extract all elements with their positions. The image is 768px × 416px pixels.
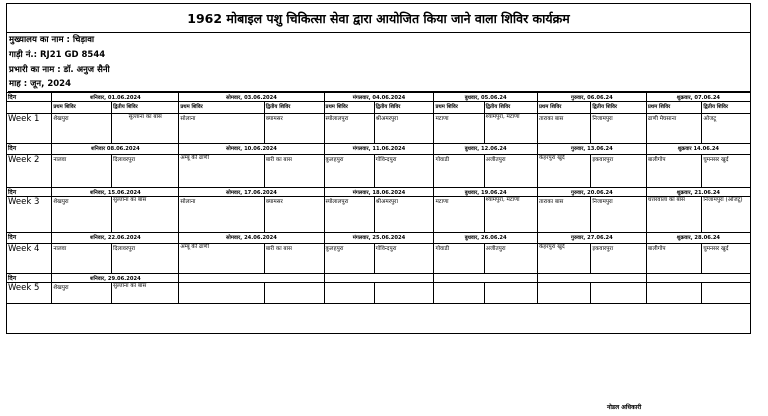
second-camp-header: द्वितीय शिविर xyxy=(484,102,537,114)
week-label: Week 1 xyxy=(7,114,52,144)
empty-camp-cell xyxy=(646,283,702,304)
day-date-header: शुक्रवार, 21.06.24 xyxy=(646,188,750,197)
day-date-header: शुक्रवार 14.06.24 xyxy=(646,144,750,155)
second-camp-header: द्वितीय शिविर xyxy=(112,102,179,114)
vehicle-number: गाड़ी नं.: RJ21 GD 8544 xyxy=(9,50,106,60)
day-date-header: शुक्रवार, 28.06.24 xyxy=(646,233,750,244)
day-date-header: बुधवार, 12.06.24 xyxy=(434,144,538,155)
empty-camp-cell xyxy=(434,283,484,304)
first-camp-header: प्रथम शिविर xyxy=(179,102,264,114)
week-row xyxy=(7,244,750,274)
first-camp-header: प्रथम शिविर xyxy=(434,102,484,114)
day-date-header: मंगलवार, 11.06.2024 xyxy=(324,144,434,155)
camp-location: सुल्ताना का बास xyxy=(112,283,179,304)
week-label: Week 4 xyxy=(7,244,52,274)
day-date-header: बुधवार, 05.06.24 xyxy=(434,93,538,102)
week-row xyxy=(7,114,750,144)
empty-day-header xyxy=(179,274,324,283)
camp-location: ताराका बास xyxy=(537,114,590,144)
camp-location: नालवा xyxy=(52,155,112,188)
day-date-header: गुरुवार, 20.06.24 xyxy=(537,188,646,197)
camp-location: घुमनसर खुर्द xyxy=(702,244,750,274)
empty-camp-cell xyxy=(702,283,750,304)
camp-location: घुमनसर खुर्द xyxy=(702,155,750,188)
camp-location: बालीगोप xyxy=(646,155,702,188)
signature-nodal-officer: नोडल अधिकारी xyxy=(607,404,642,411)
camp-location: दिलावरपुरा xyxy=(112,155,179,188)
camp-location: श्रीअमरपुरा xyxy=(374,197,434,233)
camp-location: श्रीअमरपुरा xyxy=(374,114,434,144)
camp-location: धत्तरवाला का बास xyxy=(646,197,702,233)
empty-camp-cell xyxy=(591,283,647,304)
second-camp-header: द्वितीय शिविर xyxy=(591,102,647,114)
camp-location: गोवाडी xyxy=(434,244,484,274)
camp-location: शेखपुरा xyxy=(52,197,112,233)
camp-location: श्यामपुरा, मटाणा xyxy=(484,114,537,144)
schedule-sheet xyxy=(6,3,751,334)
camp-location: मटाणा xyxy=(434,114,484,144)
day-date-header: शनिवार, 01.06.2024 xyxy=(52,93,179,102)
day-date-header: मंगलवार, 04.06.2024 xyxy=(324,93,434,102)
camp-location: सुल्ताना का बास xyxy=(112,197,179,233)
day-date-header: शनिवार, 29.06.2024 xyxy=(52,274,179,283)
camp-location: इकवारपुरा xyxy=(591,244,647,274)
first-camp-header: प्रथम शिविर xyxy=(646,102,702,114)
empty-day-header xyxy=(434,274,538,283)
camp-location: शेखपुरा xyxy=(52,283,112,304)
camp-location: केहरपुरा खुर्द xyxy=(537,155,590,188)
day-date-header: मंगलवार, 18.06.2024 xyxy=(324,188,434,197)
incharge-name: प्रभारी का नाम : डॉ. अनुज सैनी xyxy=(9,65,110,75)
empty-day-header xyxy=(646,274,750,283)
blank-header-cell xyxy=(7,102,52,114)
camp-location: नालवा xyxy=(52,244,112,274)
day-header-row xyxy=(7,233,750,244)
empty-day-header xyxy=(537,274,646,283)
day-header-row xyxy=(7,144,750,155)
camp-location: श्यामपुरा, मटाणा xyxy=(484,197,537,233)
camp-location: स्योलालपुरा xyxy=(324,114,374,144)
camp-location: ढाणी मेघसाना xyxy=(646,114,702,144)
day-header-row xyxy=(7,93,750,102)
camp-location: अजीतपुरा xyxy=(484,244,537,274)
day-label: दिन xyxy=(7,144,52,155)
week-row xyxy=(7,155,750,188)
month-label: माह : जून, 2024 xyxy=(8,78,750,92)
week-label: Week 2 xyxy=(7,155,52,188)
camp-location: निजामपुरा xyxy=(591,114,647,144)
week-row xyxy=(7,283,750,304)
day-label: दिन xyxy=(7,233,52,244)
camp-location: अम्बू की ढाणी xyxy=(179,155,264,188)
camp-location: सोलाना xyxy=(179,197,264,233)
camp-location: क्यामसर xyxy=(264,114,324,144)
camp-location: बालीगोप xyxy=(646,244,702,274)
first-camp-header: प्रथम शिविर xyxy=(52,102,112,114)
day-date-header: शुक्रवार, 07.06.24 xyxy=(646,93,750,102)
info-block xyxy=(7,33,750,92)
camp-location: निजामपुरा (ओजटू) xyxy=(702,197,750,233)
camp-location: क्यामसर xyxy=(264,197,324,233)
day-date-header: सोमवार, 10.06.2024 xyxy=(179,144,324,155)
camp-location: अजीतपुरा xyxy=(484,155,537,188)
schedule-table xyxy=(7,92,750,304)
second-camp-header: द्वितीय शिविर xyxy=(374,102,434,114)
first-camp-header: प्रथम शिविर xyxy=(324,102,374,114)
day-date-header: बुधवार, 26.06.24 xyxy=(434,233,538,244)
page-title: 1962 मोबाइल पशु चिकित्सा सेवा द्वारा आयोजित किया जाने वाला शिविर कार्यक्रम xyxy=(7,4,750,33)
day-date-header: बुधवार, 19.06.24 xyxy=(434,188,538,197)
day-date-header: गुरुवार, 06.06.24 xyxy=(537,93,646,102)
day-date-header: शनिवार 08.06.2024 xyxy=(52,144,179,155)
week-label: Week 3 xyxy=(7,197,52,233)
camp-location: गोवाडी xyxy=(434,155,484,188)
camp-location: ताराका बास xyxy=(537,197,590,233)
camp-column-header-row xyxy=(7,102,750,114)
empty-camp-cell xyxy=(537,283,590,304)
camp-location: ओजटू xyxy=(702,114,750,144)
camp-location: केहरपुरा खुर्द xyxy=(537,244,590,274)
camp-location: शेखपुरा xyxy=(52,114,112,144)
day-label: दिन xyxy=(7,274,52,283)
camp-location: मटाणा xyxy=(434,197,484,233)
empty-camp-cell xyxy=(264,283,324,304)
camp-location: सोलाना xyxy=(179,114,264,144)
week-label: Week 5 xyxy=(7,283,52,304)
day-header-row xyxy=(7,188,750,197)
camp-location: सुल्ताना का बास xyxy=(112,114,179,144)
camp-location: अम्बू की ढाणी xyxy=(179,244,264,274)
camp-location: इकवारपुरा xyxy=(591,155,647,188)
camp-location: निजामपुरा xyxy=(591,197,647,233)
day-date-header: सोमवार, 03.06.2024 xyxy=(179,93,324,102)
camp-location: स्योलालपुरा xyxy=(324,197,374,233)
second-camp-header: द्वितीय शिविर xyxy=(702,102,750,114)
hq-name: मुख्यालय का नाम : चिड़ावा xyxy=(9,35,95,45)
second-camp-header: द्वितीय शिविर xyxy=(264,102,324,114)
day-date-header: गुरुवार, 13.06.24 xyxy=(537,144,646,155)
day-date-header: शनिवार, 22.06.2024 xyxy=(52,233,179,244)
camp-location: गोविन्दपुरा xyxy=(374,244,434,274)
day-label: दिन xyxy=(7,93,52,102)
camp-location: कुलहपुरा xyxy=(324,155,374,188)
day-date-header: मंगलवार, 25.06.2024 xyxy=(324,233,434,244)
camp-location: बारी का बास xyxy=(264,244,324,274)
first-camp-header: प्रथम शिविर xyxy=(537,102,590,114)
camp-location: कुलहपुरा xyxy=(324,244,374,274)
empty-camp-cell xyxy=(374,283,434,304)
day-date-header: शनिवार, 15.06.2024 xyxy=(52,188,179,197)
day-date-header: सोमवार, 24.06.2024 xyxy=(179,233,324,244)
week-row xyxy=(7,197,750,233)
day-date-header: सोमवार, 17.06.2024 xyxy=(179,188,324,197)
camp-location: दिलावरपुरा xyxy=(112,244,179,274)
empty-camp-cell xyxy=(179,283,264,304)
empty-camp-cell xyxy=(484,283,537,304)
empty-camp-cell xyxy=(324,283,374,304)
camp-location: बारी का बास xyxy=(264,155,324,188)
day-label: दिन xyxy=(7,188,52,197)
camp-location: गोविन्दपुरा xyxy=(374,155,434,188)
empty-day-header xyxy=(324,274,434,283)
day-date-header: गुरुवार, 27.06.24 xyxy=(537,233,646,244)
day-header-row xyxy=(7,274,750,283)
